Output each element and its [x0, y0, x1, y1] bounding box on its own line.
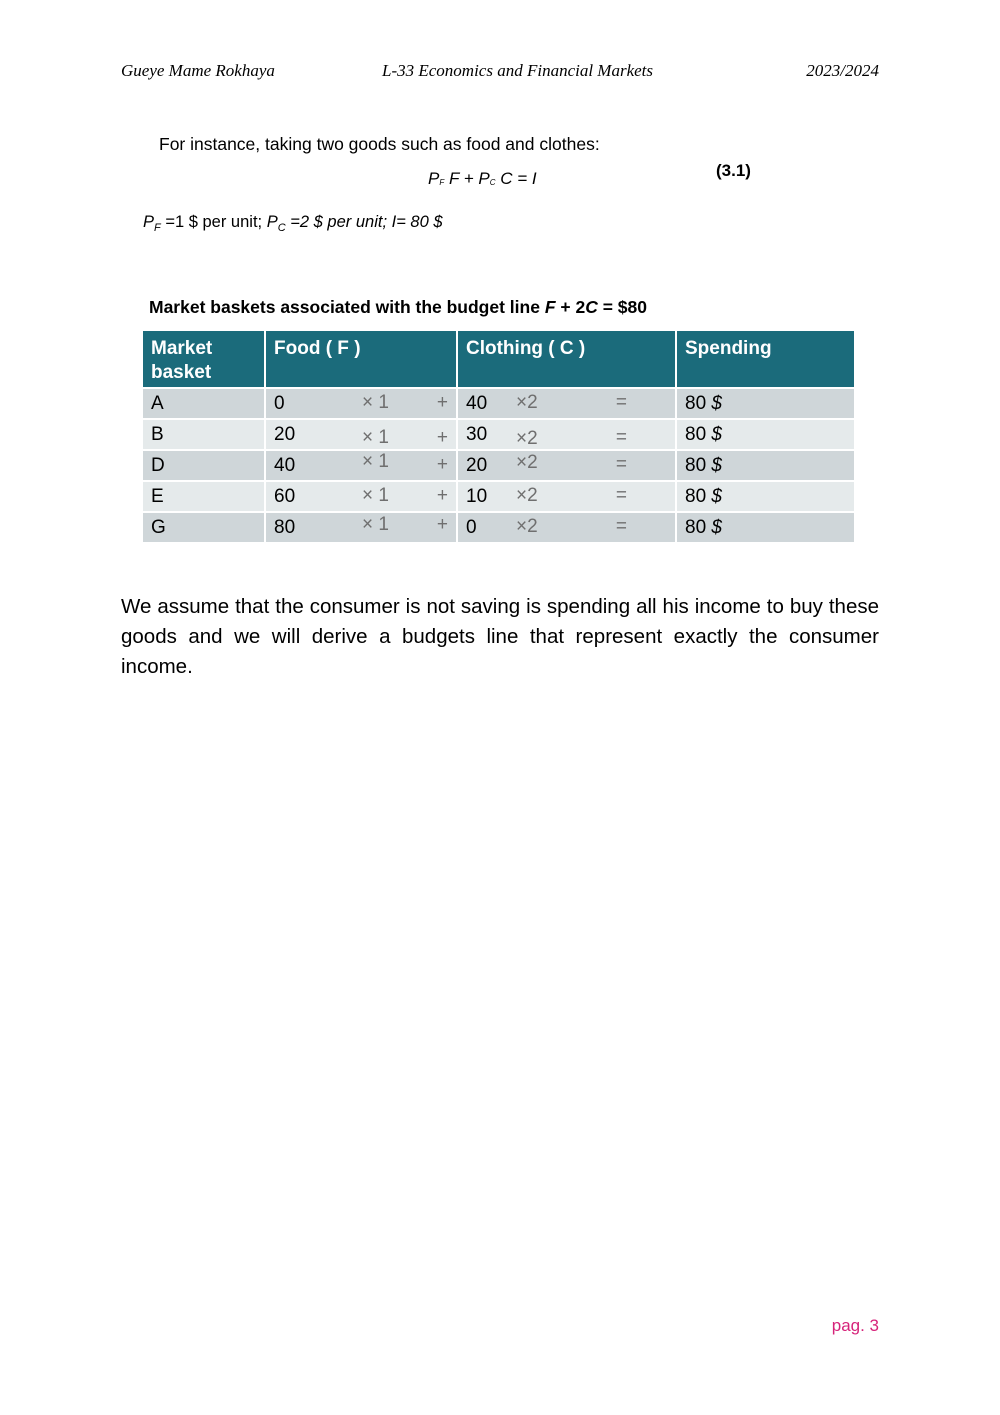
header-food: Food ( F ): [265, 331, 457, 388]
equals-operator: =: [615, 427, 627, 448]
market-basket-table: [143, 331, 854, 544]
cell-spending: [676, 512, 854, 543]
header-clothing: Clothing ( C ): [457, 331, 676, 388]
equals-operator: =: [615, 392, 627, 413]
table-caption: [149, 297, 647, 318]
clothing-value: 40: [466, 392, 488, 414]
spending-value: 80: [685, 516, 712, 538]
spending-value: 80: [685, 392, 712, 414]
cell-basket: E: [143, 481, 265, 512]
cell-food: [265, 419, 457, 450]
spending-unit: $: [711, 485, 722, 507]
cell-spending: [676, 419, 854, 450]
cell-basket: G: [143, 512, 265, 543]
header-author: Gueye Mame Rokhaya: [121, 61, 275, 80]
caption-a: Market baskets associated with the budget line: [149, 297, 545, 317]
cell-food: [265, 481, 457, 512]
times-one-operator: × 1: [362, 485, 389, 506]
cell-spending: [676, 388, 854, 419]
food-value: 20: [274, 423, 296, 445]
intro-sentence: For instance, taking two goods such as food and clothes:: [159, 134, 600, 154]
plus-operator: +: [436, 485, 448, 506]
spending-value: 80: [685, 485, 712, 507]
table-row: [143, 388, 854, 419]
param-pf-sub: F: [154, 222, 161, 234]
cell-food: [265, 512, 457, 543]
times-two-operator: ×2: [516, 516, 538, 537]
param-pf: P: [143, 213, 155, 231]
cell-basket: B: [143, 419, 265, 450]
cell-clothing: [457, 388, 676, 419]
header-course: L-33 Economics and Financial Markets: [382, 61, 654, 80]
equals-operator: =: [615, 485, 627, 506]
table-row: [143, 450, 854, 481]
plus-operator: +: [436, 454, 448, 475]
times-two-operator: ×2: [516, 485, 538, 506]
table-row: [143, 481, 854, 512]
clothing-value: 10: [466, 485, 488, 507]
equals-operator: =: [615, 516, 627, 537]
times-two-operator: ×2: [516, 452, 538, 473]
formula-sub2: C: [489, 178, 496, 187]
param-pf-rest: =1 $ per unit;: [160, 213, 267, 231]
spending-unit: $: [711, 516, 722, 538]
caption-b: + 2: [555, 297, 586, 317]
clothing-value: 0: [466, 516, 477, 538]
cell-food: [265, 450, 457, 481]
price-parameters: [143, 213, 443, 234]
formula-mid2: C = I: [495, 169, 537, 188]
clothing-value: 30: [466, 423, 488, 445]
food-value: 40: [274, 454, 296, 476]
spending-unit: $: [711, 423, 722, 445]
cell-clothing: [457, 419, 676, 450]
table-header-row: [143, 331, 854, 388]
caption-d: = $80: [597, 297, 647, 317]
cell-spending: [676, 481, 854, 512]
header-spending: Spending: [676, 331, 854, 388]
param-pc-sub: C: [277, 222, 286, 234]
caption-f: F: [544, 297, 556, 317]
caption-c: C: [585, 297, 598, 317]
param-pc-rest: =2 $ per unit; I= 80 $: [285, 213, 443, 231]
body-paragraph: We assume that the consumer is not saving is spending all his income to buy these goods and we will derive a budgets line that represent exactly the consumer income.: [121, 595, 879, 678]
page-number: pag. 3: [831, 1316, 879, 1335]
food-value: 80: [274, 516, 296, 538]
equation-number: (3.1): [716, 161, 751, 180]
plus-operator: +: [436, 514, 448, 535]
plus-operator: +: [436, 427, 448, 448]
clothing-value: 20: [466, 454, 488, 476]
formula-sub1: F: [439, 178, 445, 187]
times-one-operator: × 1: [362, 392, 389, 413]
budget-formula: [428, 169, 537, 189]
spending-unit: $: [711, 392, 722, 414]
cell-basket: D: [143, 450, 265, 481]
header-year: 2023/2024: [806, 61, 879, 80]
formula-mid1: F + P: [444, 169, 490, 188]
spending-value: 80: [685, 454, 712, 476]
table-row: [143, 419, 854, 450]
cell-food: [265, 388, 457, 419]
times-one-operator: × 1: [362, 427, 389, 448]
cell-clothing: [457, 512, 676, 543]
cell-spending: [676, 450, 854, 481]
food-value: 0: [274, 392, 285, 414]
equals-operator: =: [615, 454, 627, 475]
cell-clothing: [457, 481, 676, 512]
times-one-operator: × 1: [362, 451, 389, 472]
times-two-operator: ×2: [516, 392, 538, 413]
times-one-operator: × 1: [362, 514, 389, 535]
cell-clothing: [457, 450, 676, 481]
spending-value: 80: [685, 423, 712, 445]
cell-basket: A: [143, 388, 265, 419]
food-value: 60: [274, 485, 296, 507]
plus-operator: +: [436, 392, 448, 413]
header-market-basket: Market basket: [143, 331, 265, 388]
param-pc: P: [266, 213, 278, 231]
times-two-operator: ×2: [516, 428, 538, 449]
spending-unit: $: [711, 454, 722, 476]
formula-p1: P: [428, 169, 440, 188]
table-row: [143, 512, 854, 543]
